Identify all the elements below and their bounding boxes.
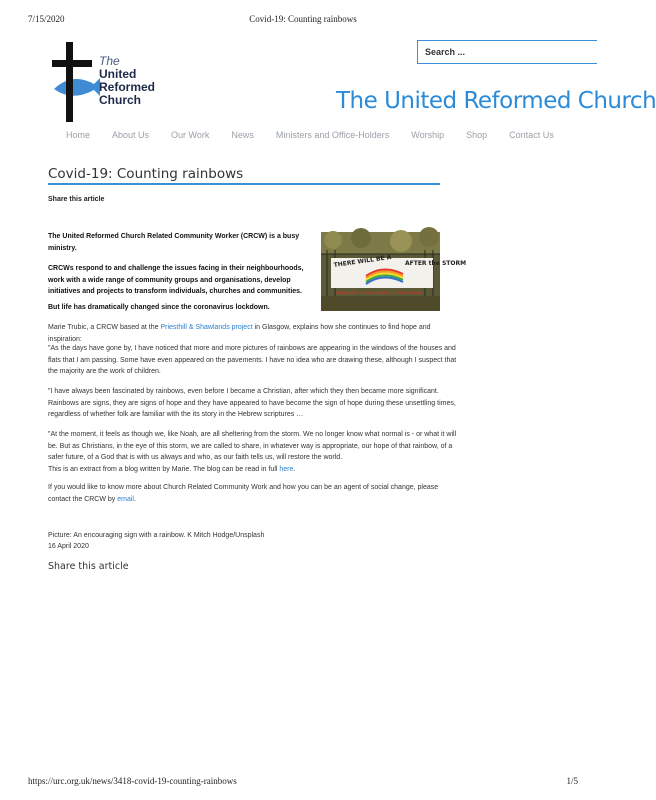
article-date: 16 April 2020: [48, 543, 89, 550]
logo-wordmark: [99, 55, 155, 107]
print-url: https://urc.org.uk/news/3418-covid-19-counting-rainbows: [28, 776, 237, 786]
search-placeholder: Search ...: [425, 47, 466, 57]
print-footer: [28, 776, 578, 788]
print-date: 7/15/2020: [28, 14, 65, 24]
paragraph-rainbows-appearing: "As the days have gone by, I have noticed that more and more pictures of rainbows are appearing in the windows of the houses and flats that I am passing. Some have even appeared on the pavements. I have no idea who are drawing these, although I suspect that the majority are the work of children.: [48, 345, 457, 375]
urc-logo[interactable]: [50, 42, 170, 122]
p1-text-after: in Glasgow, explains how she continues to find hope and inspiration:: [48, 324, 431, 343]
intro-paragraph-1: The United Reformed Church Related Community Worker (CRCW) is a busy ministry.: [48, 233, 300, 252]
nav-item-news[interactable]: News: [231, 130, 254, 140]
share-article-bottom[interactable]: Share this article: [48, 561, 129, 572]
p5-text-after: .: [293, 466, 296, 473]
article-photo: [321, 232, 467, 311]
p6-text-before: If you would like to know more about Church Related Community Work and how you can be an agent of social change, please contact the CRCW by: [48, 484, 439, 503]
logo-line-the: The: [99, 54, 120, 68]
print-header: [28, 14, 578, 26]
blog-here-link[interactable]: here: [279, 466, 294, 473]
nav-item-home[interactable]: Home: [66, 130, 91, 140]
email-link[interactable]: email: [117, 495, 134, 503]
print-page-number: 1/5: [566, 776, 578, 786]
cross-fish-icon: [50, 42, 102, 122]
site-title[interactable]: The United Reformed Church: [336, 88, 656, 114]
nav-item-worship[interactable]: Worship: [411, 130, 445, 140]
paragraph-fascinated: "I have always been fascinated by rainbows, even before I became a Christian, after which they then became more significant. Rainbows are signs, they are signs of hope and they have appeared to have become the sign of hope during these unsettling times, regardless of whether folk are familiar with the its story in the Hebrew scriptures …: [48, 388, 456, 418]
photo-caption: Picture: An encouraging sign with a rainbow. K Mitch Hodge/Unsplash: [48, 532, 265, 539]
rainbow-sign-image: [321, 232, 467, 311]
search-input[interactable]: [417, 40, 597, 64]
paragraph-blog-extract: [48, 464, 460, 476]
logo-line-reformed: Reformed: [99, 80, 156, 94]
nav-item-our-work[interactable]: Our Work: [171, 130, 210, 140]
print-page-title: Covid-19: Counting rainbows: [249, 14, 357, 24]
priesthill-project-link[interactable]: Priesthill & Shawlands project: [160, 324, 253, 331]
banner-bottom-text: HOLD SAFE + WASH HANDS + STAY AT HOME: [336, 291, 422, 295]
share-article-top[interactable]: Share this article: [48, 196, 105, 203]
p6-text-after: .: [133, 495, 136, 503]
nav-item-about-us[interactable]: About Us: [112, 130, 150, 140]
intro-paragraph-3: But life has dramatically changed since the coronavirus lockdown.: [48, 304, 270, 311]
paragraph-contact-crcw: [48, 482, 460, 505]
paragraph-marie: [48, 322, 460, 345]
logo-line-united: United: [99, 67, 137, 81]
article-title: Covid-19: Counting rainbows: [48, 166, 244, 182]
nav-item-contact-us[interactable]: Contact Us: [509, 130, 554, 140]
p1-text-before: Marie Trubic, a CRCW based at the: [48, 324, 161, 331]
paragraph-noah: "At the moment, it feels as though we, like Noah, are all sheltering from the storm. We no longer know what normal is - or what it will be. But as Christians, in the eye of this storm, we are called to share, in whatever way is appropriate, our hope of that rainbow, of a safer future, of a God that is with us always and who, as our faith tells us, will restore the world.: [48, 431, 457, 461]
p5-text-before: This is an extract from a blog written by Marie. The blog can be read in full: [48, 466, 280, 473]
main-nav: [66, 130, 576, 140]
banner-right-text: AFTER the STORM: [405, 260, 467, 267]
nav-item-ministers[interactable]: Ministers and Office-Holders: [275, 130, 390, 140]
intro-paragraph-2: CRCWs respond to and challenge the issues facing in their neighbourhoods, work with a wide range of community groups and organisations, develop initiatives and projects to transform individuals, churches and communities.: [48, 265, 304, 295]
nav-item-shop[interactable]: Shop: [466, 130, 488, 140]
banner-left-text: THERE WILL BE A: [333, 253, 392, 269]
logo-line-church: Church: [99, 93, 141, 107]
title-divider: [48, 183, 440, 185]
